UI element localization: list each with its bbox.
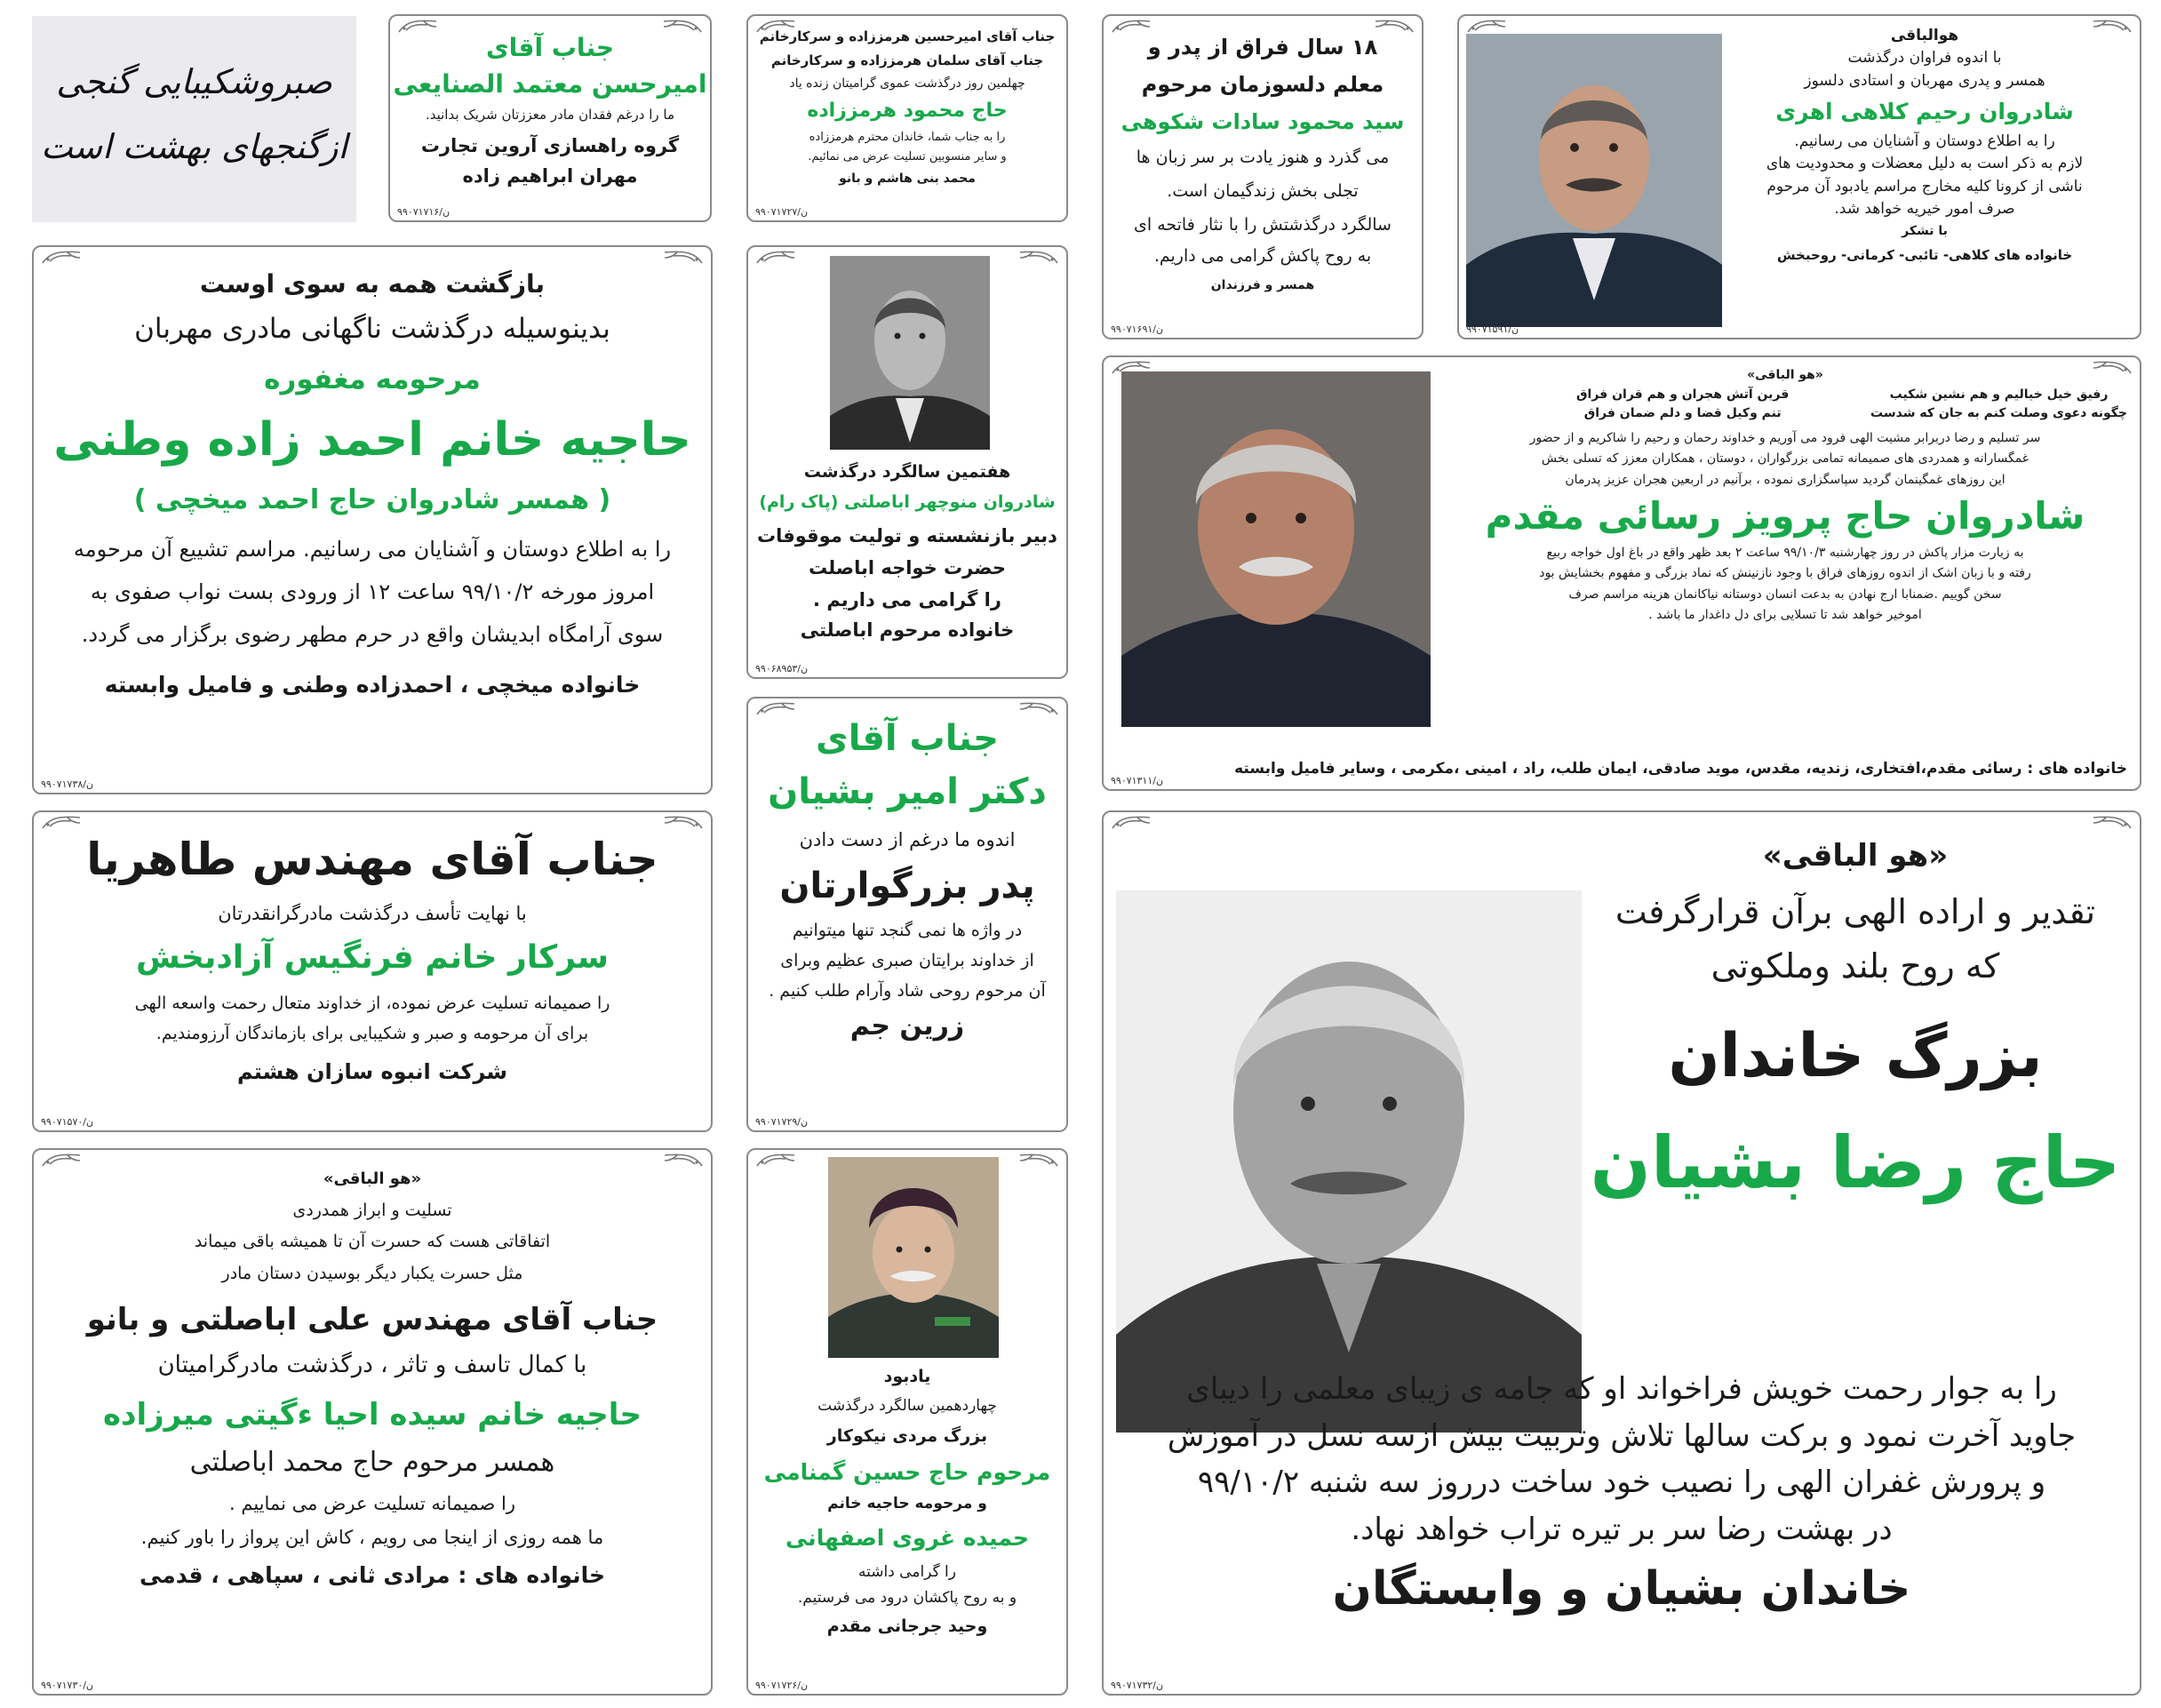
notice-signature: زرین جم: [849, 1010, 965, 1042]
notice-line: ما همه روزی از اینجا می رویم ، کاش این پرواز را باور کنیم.: [140, 1527, 604, 1548]
notice-signature: خانواده میخچی ، احمدزاده وطنی و فامیل وابسته: [104, 672, 641, 698]
notice-line: سوی آرامگاه ابدیشان واقع در حرم مطهر رضوی برگزار می گردد.: [81, 622, 664, 647]
portrait-photo: [1121, 371, 1431, 727]
notice-name: حمیده غروی اصفهانی: [785, 1525, 1029, 1552]
calligraphy-panel: [32, 16, 356, 222]
notice-signature: وحید جرجانی مقدم: [826, 1616, 988, 1636]
notice-line: را صمیمانه تسلیت عرض نموده، از خداوند متعال رحمت واسعه الهی: [134, 993, 610, 1013]
notice-line: تسلیت و ابراز همدردی: [292, 1200, 452, 1220]
notice-heading: هوالباقی: [1890, 27, 1959, 44]
notice-shokouhi: [1102, 14, 1423, 339]
notice-line: در بهشت رضا سر بر تیره تراب خواهد نهاد.: [1351, 1511, 1893, 1547]
notice-line: پدر بزرگوارتان: [779, 866, 1035, 907]
notice-ali-abasalti: [32, 1148, 713, 1696]
ornament-icon: [397, 18, 438, 34]
notice-line: برای آن مرحومه و صبر و شکیبایی برای بازماندگان آرزومندیم.: [155, 1023, 589, 1043]
portrait-photo: [1116, 890, 1582, 1433]
notice-code: ۹۹۰۷۱۷۳۰/ن: [41, 1680, 94, 1691]
notice-line: سخن گوییم .ضمنابا ارج نهادن به بدعت انسان دوستانه نیاکانمان هزینه مراسم صرف: [1568, 587, 2002, 602]
notice-line: اتفاقاتی هست که حسرت آن تا همیشه باقی میماند: [194, 1232, 551, 1252]
notice-code: ۹۹۰۷۱۷۲۶/ن: [755, 1680, 809, 1691]
ornament-icon: [41, 249, 82, 265]
ornament-icon: [1018, 1152, 1059, 1168]
notice-line: را گرامی داشته: [858, 1562, 956, 1581]
notice-line: مرحومه مغفوره: [264, 363, 481, 395]
notice-line: رفته و با زبان اشک از اندوه روزهای فراق با وجود نازنینش که نماد بزرگی و مفهوم بخشایش بود: [1539, 566, 2031, 580]
ornament-icon: [1466, 18, 1507, 34]
notice-name: حاج رضا بشیان: [1590, 1121, 2121, 1204]
notice-hormozzadeh: [746, 14, 1068, 222]
notice-taheriya: [32, 810, 713, 1132]
notice-line: و مرحومه حاجیه خانم: [827, 1495, 987, 1512]
notice-rasaei-moghaddam: [1102, 355, 2141, 791]
notice-manouchehr-abasalti: [746, 245, 1068, 679]
notice-line: با اندوه فراوان درگذشت: [1847, 49, 2002, 68]
notice-line: ناشی از کرونا کلیه مخارج مراسم یادبود آن مرحوم: [1766, 177, 2083, 196]
notice-reza-bashian: [1102, 810, 2141, 1696]
notice-line: چهاردهمین سالگرد درگذشت: [817, 1396, 997, 1415]
notice-sanaei: [388, 14, 712, 222]
notice-line: امروز مورخه ۹۹/۱۰/۲ ساعت ۱۲ از ورودی بست نواب صفوی به: [90, 579, 655, 604]
notice-line: بدینوسیله درگذشت ناگهانی مادری مهربان: [134, 313, 610, 345]
notice-line: با کمال تاسف و تاثر ، درگذشت مادرگرامیتان: [157, 1352, 587, 1379]
notice-name: حاجیه خانم احمد زاده وطنی: [53, 412, 691, 467]
notice-line: اندوه ما درغم از دست دادن: [799, 829, 1016, 850]
notice-line: بزرگ مردی نیکوکار: [826, 1426, 988, 1446]
notice-line: را به جوار رحمت خویش فراخواند او که جامه ی زیبای معلمی را دیبای: [1186, 1371, 2057, 1407]
notice-line: مثل حسرت یکبار دیگر بوسیدن دستان مادر: [221, 1264, 523, 1283]
notice-heading: «هو الباقی»: [323, 1169, 422, 1188]
notice-code: ۹۹۰۷۱۷۱۶/ن: [397, 206, 451, 218]
notice-line: معلم دلسوزمان مرحوم: [1141, 72, 1384, 97]
notice-code: ۹۹۰۷۱۶۹۱/ن: [1111, 323, 1164, 335]
notice-line: به روح پاکش گرامی می داریم.: [1153, 246, 1372, 267]
ornament-icon: [755, 700, 796, 716]
notice-line: این روزهای غمگینمان گردید سپاسگزاری نموده ، برآنیم در اربعین هجران عزیز پدرمان: [1565, 472, 2006, 487]
notice-ahmadzadeh-vatani: [32, 245, 713, 794]
ornament-icon: [755, 18, 796, 34]
ornament-icon: [41, 1152, 82, 1168]
notice-line: و سایر منسوبین تسلیت عرض می نمائیم.: [808, 149, 1007, 164]
ornament-icon: [1018, 249, 1059, 265]
notice-signature: محمد بنی هاشم و بانو: [839, 172, 976, 186]
notice-code: ۹۹۰۷۱۷۲۷/ن: [755, 206, 809, 218]
notice-name: شادروان حاج پرویز رسائی مقدم: [1485, 494, 2085, 538]
notice-line: گروه راهسازی آروین تجارت: [420, 134, 680, 156]
notice-heading: جناب آقای: [816, 718, 999, 759]
calligraphy-line-1: صبروشکیبایی گنجی: [56, 62, 332, 101]
notice-code: ۹۹۰۷۱۳۱۱/ن: [1111, 775, 1164, 786]
notice-line: از خداوند برایتان صبری عظیم وبرای: [780, 951, 1034, 970]
notice-heading: یادبود: [883, 1367, 931, 1386]
notice-line: و به روح پاکشان درود می فرستیم.: [797, 1588, 1017, 1607]
notice-signature: خاندان بشیان و وابستگان: [1332, 1562, 1911, 1616]
notice-code: ۹۹۰۷۱۷۳۸/ن: [41, 778, 94, 790]
ornament-icon: [755, 1152, 796, 1168]
notice-line: جناب آقای: [485, 33, 615, 62]
notice-line: را گرامی می داریم .: [813, 589, 1001, 611]
notice-signature: مهران ابراهیم زاده: [462, 165, 638, 187]
portrait-photo: [828, 1157, 999, 1358]
notice-line: لازم به ذکر است به دلیل معضلات و محدودیت های: [1766, 155, 2084, 173]
notice-heading: جناب آقای مهندس طاهریا: [86, 834, 658, 885]
ornament-icon: [41, 814, 82, 830]
notice-line: و پرورش غفران الهی را نصیب خود ساخت درروز سه شنبه ۹۹/۱۰/۲: [1197, 1465, 2046, 1500]
notice-line: ( همسر شادروان حاج احمد میخچی ): [133, 483, 611, 515]
notice-line: جناب آقای سلمان هرمززاده و سرکارخانم: [770, 52, 1044, 68]
notice-line: جناب آقای مهندس علی اباصلتی و بانو: [86, 1301, 658, 1337]
notice-line: به زیارت مزار پاکش در روز چهارشنبه ۹۹/۱۰/۳ ساعت ۲ بعد ظهر واقع در باغ اول خواجه ربیع: [1546, 545, 2024, 560]
notice-line: آن مرحوم روحی شاد وآرام طلب کنیم .: [769, 980, 1046, 1001]
ornament-icon: [755, 249, 796, 265]
notice-line: سر تسلیم و رضا دربرابر مشیت الهی فرود می آوریم و خداوند رحمان و رحیم را شاکریم و از حضور: [1529, 430, 2041, 445]
notice-line: حضرت خواجه اباصلت: [808, 556, 1007, 579]
notice-gomnami: [746, 1148, 1068, 1696]
ornament-icon: [1111, 18, 1152, 34]
notice-heading: «هو الباقی»: [1747, 368, 1823, 382]
notice-line: اموخیر خواهد شد تا تسلایی برای دل داغدار ما باشد .: [1648, 608, 1922, 622]
notice-name: سید محمود سادات شکوهی: [1120, 109, 1405, 134]
notice-name: شادروان رحیم کلاهی اهری: [1775, 98, 2074, 124]
notice-code: ۹۹۰۷۱۷۲۹/ن: [755, 1116, 809, 1128]
notice-line: ما را درغم فقدان مادر معززتان شریک بدانید.: [425, 107, 675, 123]
notice-signature: خانواده های : مرادی ثانی ، سپاهی ، قدمی: [139, 1562, 606, 1589]
notice-line: که روح بلند وملکوتی: [1710, 946, 2000, 986]
notice-line: دبیر بازنشسته و تولیت موقوفات: [757, 524, 1057, 547]
notice-line: سالگرد درگذشتش را با نثار فاتحه ای: [1134, 214, 1391, 235]
ornament-icon: [2092, 814, 2133, 830]
notice-amir-bashian: [746, 697, 1068, 1132]
ornament-icon: [1374, 18, 1415, 34]
notice-rahim-kolahi: [1457, 14, 2141, 339]
notice-signature: خانواده های : رسائی مقدم،افتخاری، زندیه، مقدس، موید صادقی، ایمان طلب، راد ، امینی ،مکرمی ، وسایر فامیل وابسته: [1234, 759, 2127, 778]
notice-name: سرکار خانم فرنگیس آزادبخش: [135, 938, 610, 976]
notice-line: بزرگ خاندان: [1668, 1020, 2043, 1091]
notice-name: حاج محمود هرمززاده: [807, 100, 1008, 122]
poem-line: چگونه دعوی وصلت کنم به جان که شدست: [1870, 406, 2127, 420]
poem-line: تنم وکیل قضا و دلم ضمان فراق: [1583, 406, 1782, 420]
ornament-icon: [1018, 700, 1059, 716]
ornament-icon: [663, 1152, 704, 1168]
notice-line: را به اطلاع دوستان و آشنایان می رسانیم. مراسم تشییع آن مرحومه: [73, 537, 672, 562]
notice-signature: خانواده مرحوم اباصلتی: [800, 619, 1015, 642]
notice-code: ۹۹۰۶۸۹۵۳/ن: [755, 663, 809, 674]
notice-line: صرف امور خیریه خواهد شد.: [1834, 199, 2015, 218]
notice-signature: خانواده های کلاهی- تائبی- کرمانی- روحبخش: [1776, 246, 2073, 263]
notice-line: جناب آقای امیرحسین هرمززاده و سرکارخانم: [759, 28, 1056, 44]
notice-line: هفتمین سالگرد درگذشت: [803, 462, 1011, 482]
notice-heading: «هو الباقی»: [1762, 838, 1949, 874]
ornament-icon: [1111, 814, 1152, 830]
notice-name: مرحوم حاج حسین گمنامی: [763, 1458, 1051, 1485]
notice-code: ۹۹۰۷۱۵۹۱/ن: [1466, 323, 1519, 335]
notice-line: همسر مرحوم حاج محمد اباصلتی: [189, 1447, 555, 1479]
notice-signature: شرکت انبوه سازان هشتم: [236, 1059, 508, 1085]
portrait-photo: [830, 256, 990, 450]
notice-code: ۹۹۰۷۱۷۳۲/ن: [1111, 1680, 1164, 1691]
calligraphy-line-2: ازگنجهای بهشت است: [40, 127, 347, 166]
notice-line: می گذرد و هنوز یادت بر سر زبان ها: [1136, 148, 1390, 167]
notice-line: با نهایت تأسف درگذشت مادرگرانقدرتان: [218, 902, 527, 924]
notice-name: دکتر امیر بشیان: [768, 771, 1047, 812]
notice-line: را صمیمانه تسلیت عرض می نماییم .: [229, 1492, 515, 1514]
notice-line: ۱۸ سال فراق از پدر و: [1147, 35, 1378, 60]
poem-line: رفیق خیل خیالیم و هم نشین شکیب: [1889, 387, 2109, 402]
notice-name: حاجیه خانم سیده احیا ءگیتی میرزاده: [102, 1396, 642, 1433]
notice-line: در واژه ها نمی گنجد تنها میتوانیم: [792, 921, 1023, 941]
notice-line: تقدیر و اراده الهی برآن قرارگرفت: [1615, 891, 2096, 931]
notice-heading: بازگشت همه به سوی اوست: [199, 269, 546, 299]
notice-line: را به اطلاع دوستان و آشنایان می رسانیم.: [1794, 132, 2055, 150]
ornament-icon: [662, 18, 703, 34]
notice-line: با تشکر: [1902, 224, 1948, 238]
notice-line: تجلی بخش زندگیمان است.: [1167, 180, 1359, 201]
notice-name: شادروان منوچهر اباصلتی (پاک رام): [759, 491, 1056, 512]
notice-name: امیرحسن معتمد الصنایعی: [393, 69, 707, 99]
notice-code: ۹۹۰۷۱۵۷۰/ن: [41, 1116, 94, 1128]
poem-line: قرین آتش هجران و هم قران فراق: [1576, 387, 1790, 402]
notice-signature: همسر و فرزندان: [1210, 278, 1315, 292]
notice-line: غمگسارانه و همدردی های صمیمانه تمامی بزرگواران ، دوستان ، همکاران معزز که تسلی بخش: [1541, 451, 2029, 466]
notice-line: جاوید آخرت نمود و برکت سالها تلاش وتربیت بیش ازسه نسل در آموزش: [1167, 1417, 2077, 1454]
notice-line: را به جناب شما، خاندان محترم هرمززاده: [809, 130, 1006, 144]
ornament-icon: [663, 814, 704, 830]
notice-line: همسر و پدری مهربان و استادی دلسوز: [1804, 71, 2045, 90]
portrait-photo: [1466, 34, 1722, 327]
ornament-icon: [663, 249, 704, 265]
notice-line: چهلمین روز درگذشت عموی گرامیتان زنده یاد: [789, 76, 1025, 91]
